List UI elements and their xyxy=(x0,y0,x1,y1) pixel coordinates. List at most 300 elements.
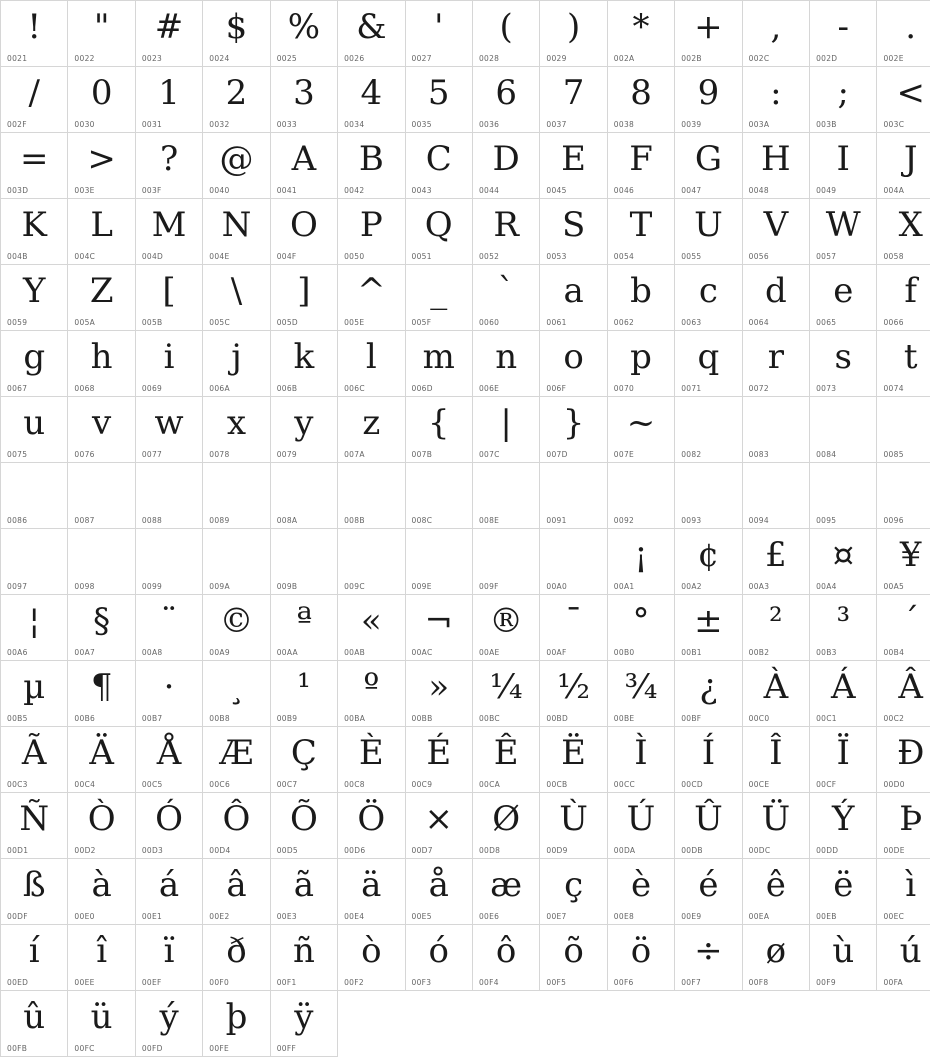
glyph-cell[interactable] xyxy=(540,793,607,859)
glyph-cell[interactable] xyxy=(135,331,202,397)
glyph-cell[interactable] xyxy=(877,727,930,793)
glyph-cell[interactable] xyxy=(675,133,742,199)
glyph-cell[interactable] xyxy=(810,397,877,463)
glyph-cell[interactable] xyxy=(135,595,202,661)
glyph-codepoint: 002E xyxy=(883,54,904,63)
glyph-cell[interactable] xyxy=(472,925,539,991)
glyph-cell[interactable] xyxy=(742,463,809,529)
glyph-codepoint: 0031 xyxy=(141,120,163,129)
glyph-character: ³ xyxy=(836,601,851,641)
glyph-cell[interactable] xyxy=(607,331,674,397)
glyph-cell[interactable] xyxy=(338,133,405,199)
glyph-cell-inner xyxy=(203,331,269,396)
glyph-cell[interactable] xyxy=(877,331,930,397)
glyph-cell[interactable] xyxy=(877,1,930,67)
glyph-codepoint: 0067 xyxy=(7,384,28,393)
glyph-cell[interactable] xyxy=(742,133,809,199)
glyph-cell-inner xyxy=(1,397,67,462)
glyph-cell[interactable] xyxy=(742,265,809,331)
glyph-codepoint: 0027 xyxy=(411,54,432,63)
glyph-cell[interactable] xyxy=(338,661,405,727)
glyph-character: - xyxy=(837,7,850,47)
glyph-cell[interactable] xyxy=(68,331,135,397)
glyph-cell[interactable] xyxy=(742,661,809,727)
glyph-cell[interactable] xyxy=(607,661,674,727)
glyph-cell[interactable] xyxy=(135,133,202,199)
glyph-cell[interactable] xyxy=(607,133,674,199)
glyph-cell[interactable] xyxy=(270,661,337,727)
glyph-cell[interactable] xyxy=(540,529,607,595)
glyph-cell[interactable] xyxy=(540,331,607,397)
glyph-cell[interactable] xyxy=(270,1,337,67)
glyph-cell[interactable] xyxy=(68,133,135,199)
glyph-row xyxy=(1,133,930,199)
glyph-cell-inner xyxy=(68,199,134,264)
glyph-character: A xyxy=(291,139,317,179)
glyph-cell[interactable] xyxy=(810,661,877,727)
glyph-cell-inner xyxy=(473,859,539,924)
glyph-cell-inner xyxy=(203,793,269,858)
glyph-character: Â xyxy=(898,667,923,707)
glyph-cell-inner xyxy=(406,67,472,132)
glyph-cell[interactable] xyxy=(68,463,135,529)
glyph-cell[interactable] xyxy=(675,397,742,463)
glyph-cell[interactable] xyxy=(607,265,674,331)
glyph-cell[interactable] xyxy=(540,859,607,925)
glyph-cell[interactable] xyxy=(877,67,930,133)
glyph-cell[interactable] xyxy=(203,529,270,595)
glyph-codepoint: 0082 xyxy=(681,450,702,459)
glyph-cell[interactable] xyxy=(338,1,405,67)
glyph-cell[interactable] xyxy=(135,859,202,925)
glyph-cell[interactable] xyxy=(1,133,68,199)
glyph-cell[interactable] xyxy=(675,265,742,331)
glyph-cell[interactable] xyxy=(1,793,68,859)
glyph-cell-inner xyxy=(68,331,134,396)
glyph-cell[interactable] xyxy=(270,199,337,265)
glyph-cell[interactable] xyxy=(270,331,337,397)
glyph-character: : xyxy=(770,73,782,113)
glyph-cell[interactable] xyxy=(1,199,68,265)
glyph-cell[interactable] xyxy=(1,463,68,529)
glyph-cell[interactable] xyxy=(675,595,742,661)
glyph-cell[interactable] xyxy=(742,397,809,463)
glyph-cell[interactable] xyxy=(270,397,337,463)
glyph-cell[interactable] xyxy=(877,397,930,463)
glyph-codepoint: 00F9 xyxy=(816,978,836,987)
glyph-cell[interactable] xyxy=(540,67,607,133)
glyph-cell-inner xyxy=(473,925,539,990)
glyph-cell[interactable] xyxy=(68,793,135,859)
glyph-cell[interactable] xyxy=(68,925,135,991)
glyph-cell[interactable] xyxy=(405,859,472,925)
glyph-cell[interactable] xyxy=(877,265,930,331)
glyph-codepoint: 0098 xyxy=(74,582,95,591)
glyph-cell[interactable] xyxy=(270,991,337,1057)
glyph-cell[interactable] xyxy=(68,991,135,1057)
glyph-cell[interactable] xyxy=(338,331,405,397)
glyph-cell[interactable] xyxy=(203,265,270,331)
glyph-character: ¢ xyxy=(697,535,720,575)
glyph-cell[interactable] xyxy=(405,133,472,199)
glyph-character: ÷ xyxy=(694,931,723,971)
glyph-cell[interactable] xyxy=(675,67,742,133)
glyph-cell[interactable] xyxy=(742,529,809,595)
glyph-cell[interactable] xyxy=(203,793,270,859)
glyph-cell[interactable] xyxy=(675,463,742,529)
glyph-cell[interactable] xyxy=(405,529,472,595)
empty-cell xyxy=(540,991,607,1057)
glyph-cell[interactable] xyxy=(338,529,405,595)
glyph-cell[interactable] xyxy=(810,265,877,331)
glyph-cell[interactable] xyxy=(675,199,742,265)
glyph-row xyxy=(1,529,930,595)
glyph-cell[interactable] xyxy=(472,199,539,265)
glyph-cell[interactable] xyxy=(675,925,742,991)
glyph-codepoint: 0085 xyxy=(883,450,904,459)
glyph-character: Î xyxy=(769,733,783,773)
glyph-cell[interactable] xyxy=(810,859,877,925)
glyph-cell[interactable] xyxy=(675,331,742,397)
glyph-cell[interactable] xyxy=(607,397,674,463)
glyph-cell[interactable] xyxy=(877,925,930,991)
glyph-cell[interactable] xyxy=(135,397,202,463)
glyph-cell[interactable] xyxy=(68,67,135,133)
glyph-codepoint: 00F1 xyxy=(276,978,297,987)
glyph-character: ö xyxy=(630,931,652,971)
glyph-cell[interactable] xyxy=(810,463,877,529)
glyph-cell[interactable] xyxy=(1,529,68,595)
glyph-cell[interactable] xyxy=(810,925,877,991)
glyph-cell[interactable] xyxy=(877,859,930,925)
glyph-codepoint: 005E xyxy=(344,318,365,327)
glyph-cell[interactable] xyxy=(270,727,337,793)
glyph-cell[interactable] xyxy=(742,859,809,925)
glyph-character: Õ xyxy=(289,799,318,839)
glyph-cell[interactable] xyxy=(135,265,202,331)
glyph-character: n xyxy=(495,337,518,377)
glyph-codepoint: 00A0 xyxy=(546,582,568,591)
glyph-cell[interactable] xyxy=(540,595,607,661)
glyph-cell[interactable] xyxy=(472,67,539,133)
glyph-cell[interactable] xyxy=(203,727,270,793)
glyph-codepoint: 00CF xyxy=(816,780,837,789)
glyph-cell[interactable] xyxy=(1,859,68,925)
glyph-cell[interactable] xyxy=(810,727,877,793)
glyph-cell[interactable] xyxy=(472,859,539,925)
glyph-cell[interactable] xyxy=(607,727,674,793)
glyph-cell[interactable] xyxy=(540,727,607,793)
glyph-cell[interactable] xyxy=(405,727,472,793)
glyph-cell[interactable] xyxy=(270,793,337,859)
glyph-cell-inner xyxy=(743,1,809,66)
glyph-cell-inner xyxy=(540,133,606,198)
glyph-cell[interactable] xyxy=(540,463,607,529)
glyph-cell[interactable] xyxy=(68,595,135,661)
glyph-cell[interactable] xyxy=(203,199,270,265)
glyph-cell-inner xyxy=(540,661,606,726)
glyph-character: U xyxy=(694,205,723,245)
glyph-cell[interactable] xyxy=(135,727,202,793)
glyph-cell[interactable] xyxy=(405,331,472,397)
glyph-cell[interactable] xyxy=(203,661,270,727)
glyph-cell[interactable] xyxy=(607,67,674,133)
glyph-cell[interactable] xyxy=(203,595,270,661)
glyph-cell[interactable] xyxy=(1,595,68,661)
glyph-cell[interactable] xyxy=(607,859,674,925)
glyph-cell[interactable] xyxy=(338,925,405,991)
glyph-cell[interactable] xyxy=(877,133,930,199)
glyph-cell[interactable] xyxy=(203,67,270,133)
glyph-cell[interactable] xyxy=(405,1,472,67)
glyph-cell[interactable] xyxy=(338,199,405,265)
glyph-codepoint: 00F0 xyxy=(209,978,230,987)
glyph-cell[interactable] xyxy=(338,859,405,925)
glyph-cell[interactable] xyxy=(742,1,809,67)
glyph-character: ± xyxy=(694,601,723,641)
glyph-cell[interactable] xyxy=(68,199,135,265)
glyph-cell[interactable] xyxy=(68,1,135,67)
glyph-cell[interactable] xyxy=(472,463,539,529)
glyph-codepoint: 0092 xyxy=(613,516,635,525)
glyph-cell[interactable] xyxy=(540,133,607,199)
glyph-cell[interactable] xyxy=(405,925,472,991)
glyph-cell[interactable] xyxy=(405,463,472,529)
glyph-cell[interactable] xyxy=(203,133,270,199)
glyph-cell[interactable] xyxy=(203,397,270,463)
glyph-cell[interactable] xyxy=(1,331,68,397)
glyph-cell[interactable] xyxy=(810,199,877,265)
glyph-codepoint: 00D9 xyxy=(546,846,568,855)
glyph-cell[interactable] xyxy=(675,661,742,727)
glyph-cell[interactable] xyxy=(1,67,68,133)
glyph-cell[interactable] xyxy=(675,1,742,67)
glyph-cell[interactable] xyxy=(1,727,68,793)
glyph-cell[interactable] xyxy=(877,661,930,727)
glyph-cell[interactable] xyxy=(472,793,539,859)
glyph-cell-inner xyxy=(608,595,674,660)
glyph-cell[interactable] xyxy=(68,529,135,595)
glyph-cell[interactable] xyxy=(1,1,68,67)
glyph-cell[interactable] xyxy=(68,661,135,727)
glyph-cell[interactable] xyxy=(540,1,607,67)
glyph-codepoint: 0023 xyxy=(141,54,163,63)
glyph-cell[interactable] xyxy=(270,529,337,595)
glyph-codepoint: 004F xyxy=(276,252,297,261)
glyph-cell[interactable] xyxy=(472,661,539,727)
glyph-cell[interactable] xyxy=(877,463,930,529)
glyph-map-body xyxy=(1,1,930,1057)
glyph-cell[interactable] xyxy=(135,199,202,265)
glyph-codepoint: 0051 xyxy=(411,252,432,261)
glyph-cell[interactable] xyxy=(203,1,270,67)
glyph-cell[interactable] xyxy=(338,727,405,793)
glyph-cell-inner xyxy=(406,859,472,924)
glyph-cell-inner xyxy=(1,133,67,198)
glyph-cell[interactable] xyxy=(270,67,337,133)
glyph-cell[interactable] xyxy=(270,265,337,331)
glyph-cell[interactable] xyxy=(877,595,930,661)
glyph-cell[interactable] xyxy=(135,991,202,1057)
glyph-cell[interactable] xyxy=(1,397,68,463)
glyph-character: Ö xyxy=(357,799,386,839)
glyph-character: è xyxy=(630,865,652,905)
glyph-cell-inner xyxy=(338,595,404,660)
glyph-cell[interactable] xyxy=(675,793,742,859)
glyph-cell[interactable] xyxy=(405,793,472,859)
glyph-cell[interactable] xyxy=(742,793,809,859)
glyph-cell[interactable] xyxy=(472,727,539,793)
glyph-cell[interactable] xyxy=(607,529,674,595)
glyph-cell[interactable] xyxy=(472,331,539,397)
glyph-cell[interactable] xyxy=(472,529,539,595)
glyph-cell-inner xyxy=(203,595,269,660)
glyph-cell[interactable] xyxy=(203,991,270,1057)
glyph-cell[interactable] xyxy=(810,529,877,595)
glyph-cell-inner xyxy=(406,727,472,792)
glyph-cell[interactable] xyxy=(742,331,809,397)
glyph-cell[interactable] xyxy=(540,925,607,991)
glyph-cell[interactable] xyxy=(1,925,68,991)
glyph-cell[interactable] xyxy=(742,925,809,991)
glyph-character: d xyxy=(764,271,787,311)
glyph-cell-inner xyxy=(473,793,539,858)
glyph-cell[interactable] xyxy=(472,595,539,661)
glyph-cell[interactable] xyxy=(810,67,877,133)
glyph-cell[interactable] xyxy=(540,265,607,331)
glyph-cell[interactable] xyxy=(338,595,405,661)
glyph-cell-inner xyxy=(1,727,67,792)
glyph-cell[interactable] xyxy=(472,397,539,463)
glyph-cell[interactable] xyxy=(742,67,809,133)
glyph-codepoint: 00A8 xyxy=(141,648,163,657)
glyph-character: . xyxy=(905,7,917,47)
glyph-cell-inner xyxy=(877,463,930,528)
glyph-character: ¸ xyxy=(227,667,245,707)
glyph-cell[interactable] xyxy=(540,397,607,463)
glyph-cell[interactable] xyxy=(270,595,337,661)
glyph-cell[interactable] xyxy=(810,1,877,67)
glyph-cell[interactable] xyxy=(607,793,674,859)
glyph-cell[interactable] xyxy=(810,793,877,859)
glyph-row xyxy=(1,463,930,529)
glyph-cell[interactable] xyxy=(68,265,135,331)
glyph-codepoint: 00B3 xyxy=(816,648,837,657)
glyph-codepoint: 0030 xyxy=(74,120,95,129)
glyph-cell[interactable] xyxy=(338,463,405,529)
glyph-cell[interactable] xyxy=(675,529,742,595)
glyph-cell[interactable] xyxy=(877,793,930,859)
glyph-codepoint: 00CE xyxy=(748,780,770,789)
glyph-codepoint: 00BB xyxy=(411,714,433,723)
glyph-cell[interactable] xyxy=(810,331,877,397)
glyph-cell[interactable] xyxy=(135,463,202,529)
glyph-cell[interactable] xyxy=(338,67,405,133)
glyph-cell[interactable] xyxy=(405,397,472,463)
glyph-cell[interactable] xyxy=(607,463,674,529)
glyph-cell[interactable] xyxy=(135,1,202,67)
glyph-cell-inner xyxy=(338,793,404,858)
glyph-cell[interactable] xyxy=(540,199,607,265)
glyph-codepoint: 0054 xyxy=(613,252,635,261)
glyph-cell-inner xyxy=(675,199,741,264)
glyph-cell[interactable] xyxy=(810,133,877,199)
glyph-codepoint: 007C xyxy=(478,450,500,459)
glyph-cell-inner xyxy=(136,793,202,858)
glyph-cell[interactable] xyxy=(338,397,405,463)
glyph-cell[interactable] xyxy=(472,1,539,67)
glyph-codepoint: 00B1 xyxy=(681,648,702,657)
glyph-cell[interactable] xyxy=(68,727,135,793)
glyph-cell[interactable] xyxy=(405,67,472,133)
glyph-cell[interactable] xyxy=(742,727,809,793)
glyph-character: W xyxy=(825,205,861,245)
glyph-cell[interactable] xyxy=(68,859,135,925)
glyph-cell[interactable] xyxy=(270,133,337,199)
glyph-cell[interactable] xyxy=(270,859,337,925)
glyph-cell[interactable] xyxy=(338,793,405,859)
glyph-cell[interactable] xyxy=(472,133,539,199)
glyph-cell[interactable] xyxy=(607,925,674,991)
glyph-cell[interactable] xyxy=(135,67,202,133)
glyph-cell[interactable] xyxy=(742,199,809,265)
glyph-cell-inner xyxy=(877,529,930,594)
glyph-cell[interactable] xyxy=(135,925,202,991)
glyph-character: a xyxy=(563,271,584,311)
glyph-character: ² xyxy=(769,601,783,641)
glyph-cell-inner xyxy=(338,925,404,990)
glyph-cell[interactable] xyxy=(203,925,270,991)
glyph-cell[interactable] xyxy=(405,595,472,661)
glyph-codepoint: 003C xyxy=(883,120,905,129)
glyph-cell[interactable] xyxy=(405,265,472,331)
glyph-cell[interactable] xyxy=(607,1,674,67)
glyph-cell[interactable] xyxy=(742,595,809,661)
glyph-cell[interactable] xyxy=(540,661,607,727)
glyph-cell[interactable] xyxy=(810,595,877,661)
glyph-cell[interactable] xyxy=(675,859,742,925)
glyph-character xyxy=(877,399,930,447)
glyph-cell[interactable] xyxy=(270,463,337,529)
glyph-cell[interactable] xyxy=(203,463,270,529)
glyph-cell[interactable] xyxy=(607,199,674,265)
glyph-cell[interactable] xyxy=(270,925,337,991)
glyph-cell[interactable] xyxy=(1,661,68,727)
glyph-cell[interactable] xyxy=(405,661,472,727)
glyph-cell[interactable] xyxy=(607,595,674,661)
glyph-cell[interactable] xyxy=(405,199,472,265)
glyph-cell[interactable] xyxy=(472,265,539,331)
glyph-codepoint: 0052 xyxy=(478,252,500,261)
glyph-character: á xyxy=(158,865,180,905)
glyph-cell[interactable] xyxy=(203,859,270,925)
glyph-cell[interactable] xyxy=(135,793,202,859)
empty-cell xyxy=(675,991,742,1057)
glyph-cell[interactable] xyxy=(877,529,930,595)
glyph-cell[interactable] xyxy=(1,265,68,331)
glyph-cell[interactable] xyxy=(1,991,68,1057)
glyph-cell-inner xyxy=(406,595,472,660)
glyph-cell-inner xyxy=(406,133,472,198)
glyph-cell[interactable] xyxy=(135,529,202,595)
glyph-cell[interactable] xyxy=(135,661,202,727)
glyph-cell[interactable] xyxy=(203,331,270,397)
glyph-cell[interactable] xyxy=(877,199,930,265)
glyph-cell-inner xyxy=(406,529,472,594)
glyph-cell[interactable] xyxy=(338,265,405,331)
glyph-cell[interactable] xyxy=(68,397,135,463)
glyph-cell[interactable] xyxy=(675,727,742,793)
